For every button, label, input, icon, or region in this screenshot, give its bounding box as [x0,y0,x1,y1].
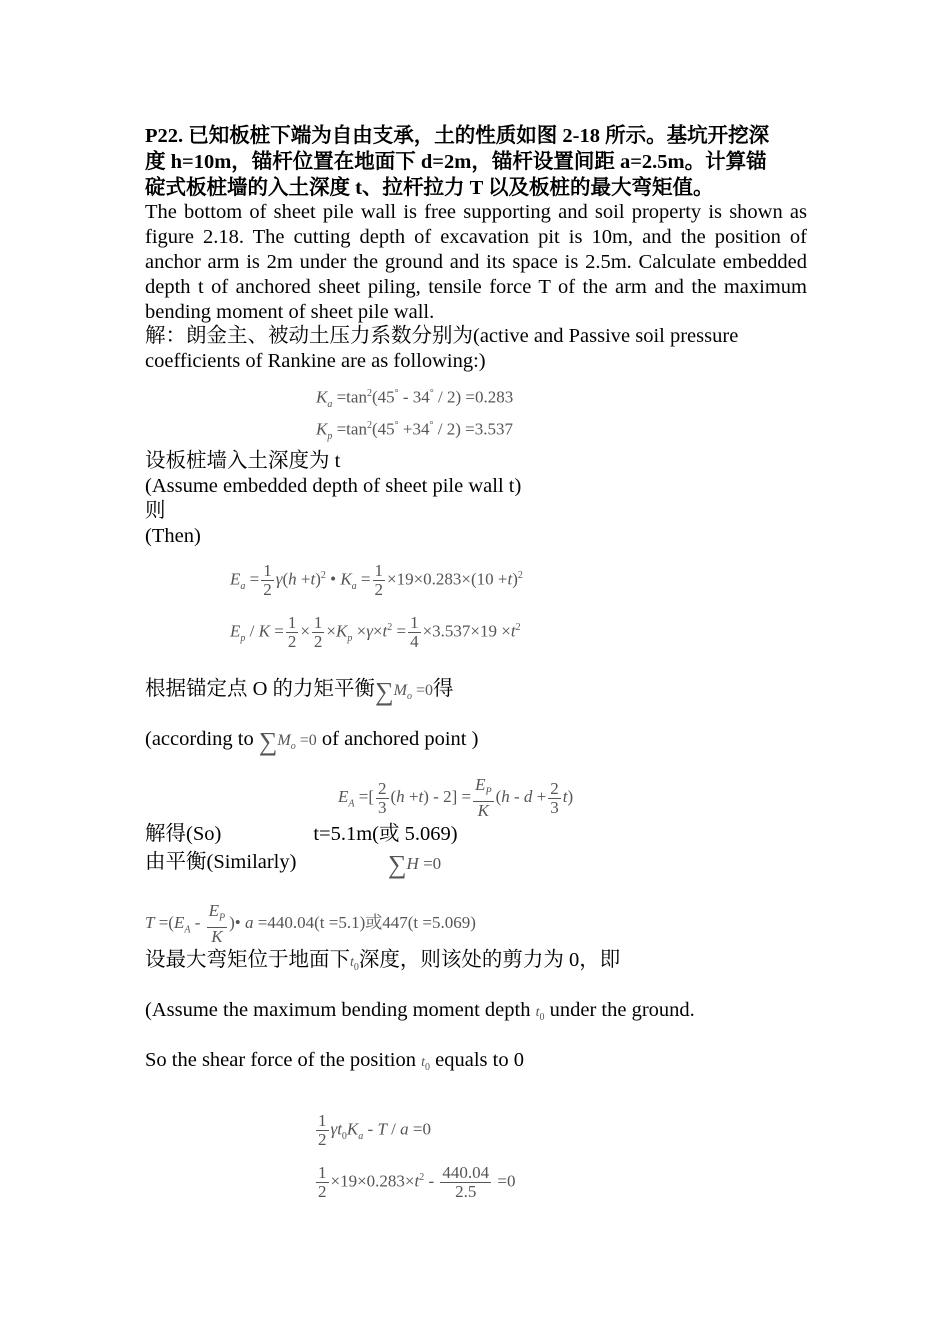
solve-line: 解得(So) t=5.1m(或 5.069) [145,823,458,845]
shear-en: So the shear force of the position $t_0$ equals to 0 [145,1049,524,1073]
problem-title-2: 度 h=10m，锚杆位置在地面下 d=2m，锚杆设置间距 a=2.5m。计算锚 [145,151,767,173]
problem-title-line-1: P22. 已知板桩下端为自由支承，土的性质如图 2-18 所示。基坑开挖深 [145,125,770,147]
eq-moment: $E_A$ =[ $\frac{2}{3}$ (h +t) - 2] = $\frac{E_P}{K}$ (h - d + $\frac{2}{3}$ t) [338,775,574,821]
eq-ep-k: $E_p$ / K = $\frac{1}{2}$ × $\frac{1}{2}$ $\times K_p \times\gamma\times t^2$ = $\frac{1}{4}$ $\times 3.537\times 19 \times t^2$ [230,613,521,651]
eq-ka: $K_a =\tan^2(45^\circ - 34^\circ / 2) =0.283$ [316,387,514,411]
solution-intro: 解：朗金主、被动土压力系数分别为(active and Passive soil pressure coefficients of Rankine are as following:) [145,325,739,372]
solve-value: t=5.1m(或 5.069) [313,823,458,845]
moment-en: (according to $\sum M_o =0$ of anchored point ) [145,726,479,756]
eq-tension: $T =(E_A$ - $\frac{E_P}{K}$ )• a =440.04(t =5.1)或447(t =5.069) [145,901,476,947]
max-moment-en: (Assume the maximum bending moment depth $t_0$ under the ground. [145,999,695,1023]
assume-cn: 设板桩墙入土深度为 t [145,450,341,472]
max-moment-cn: 设最大弯矩位于地面下$t_0$深度，则该处的剪力为 0，即 [145,949,621,973]
then-cn: 则 [145,500,166,522]
problem-english: The bottom of sheet pile wall is free supporting and soil property is shown as figure 2.18. The cutting depth of excavation pit is 10m, and the position of anchor arm is 2m under the ground and its space is 2.5m. Calculate embedded depth t of anchored sheet piling, tensile force T of the arm and the maximum bending moment of sheet pile wall. [145,201,807,323]
assume-en: (Assume embedded depth of sheet pile wall t) [145,475,522,497]
eq-kp: $K_p =\tan^2(45^\circ +34^\circ / 2) =3.537$ [316,419,513,443]
eq-ea: $E_a$ = $\frac{1}{2}$ $\gamma(h +t)^2$ • $K_a$ = $\frac{1}{2}$ $\times 19\times 0.283\times(10 +t)^2$ [230,561,523,599]
eq-shear-1: $\frac{1}{2}$ $\gamma t_0K_a - T / a =0$ [318,1111,431,1149]
eq-shear-2: $\frac{1}{2}$ $\times 19\times 0.283\times t^2$ - $\frac{440.04}{2.5}$ =0 [318,1163,516,1201]
similarly-line: 由平衡(Similarly) [145,851,297,873]
eq-sum-h: ∑H =0 [388,850,442,880]
then-en: (Then) [145,525,201,547]
moment-cn: 根据锚定点 O 的力矩平衡$\sum M_o =0$得 [145,676,454,706]
problem-title [145,124,807,149]
problem-title-3: 碇式板桩墙的入土深度 t、拉杆拉力 T 以及板桩的最大弯矩值。 [145,177,714,199]
